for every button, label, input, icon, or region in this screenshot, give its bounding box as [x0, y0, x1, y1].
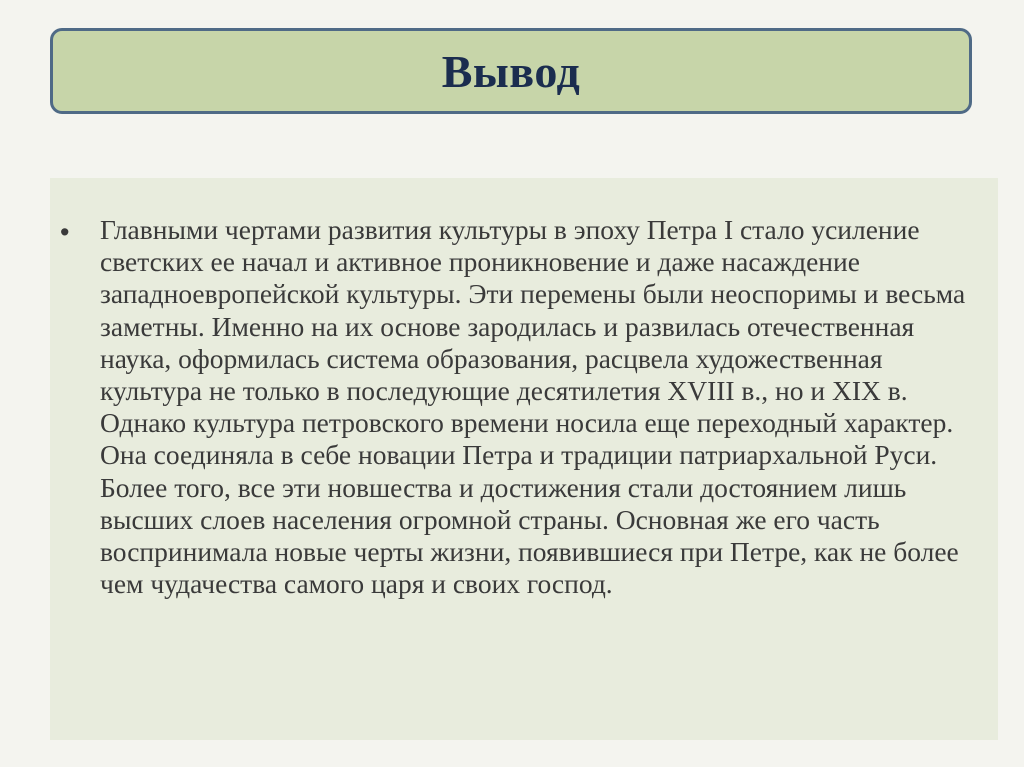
- bullet-icon: •: [60, 217, 70, 247]
- slide-title: Вывод: [441, 45, 581, 97]
- content-box: [50, 178, 998, 740]
- title-box: [50, 28, 972, 114]
- bullet-item-text: Главными чертами развития культуры в эпоху Петра I стало усиление светских ее начал и активное проникновение и даже насаждение западноевропейской культуры. Эти перемены были неоспоримы и весьма заметны. Именно на их основе зародилась и развилась отечественная наука, оформилась система образования, расцвела художественная культура не только в последующие десятилетия XVIII в., но и XIX в. Однако культура петровского времени носила еще переходный характер. Она соединяла в себе новации Петра и традиции патриархальной Руси. Более того, все эти новшества и достижения стали достоянием лишь высших слоев населения огромной страны. Основная же его часть воспринимала новые черты жизни, появившиеся при Петре, как не более чем чудачества самого царя и своих господ.: [100, 214, 966, 600]
